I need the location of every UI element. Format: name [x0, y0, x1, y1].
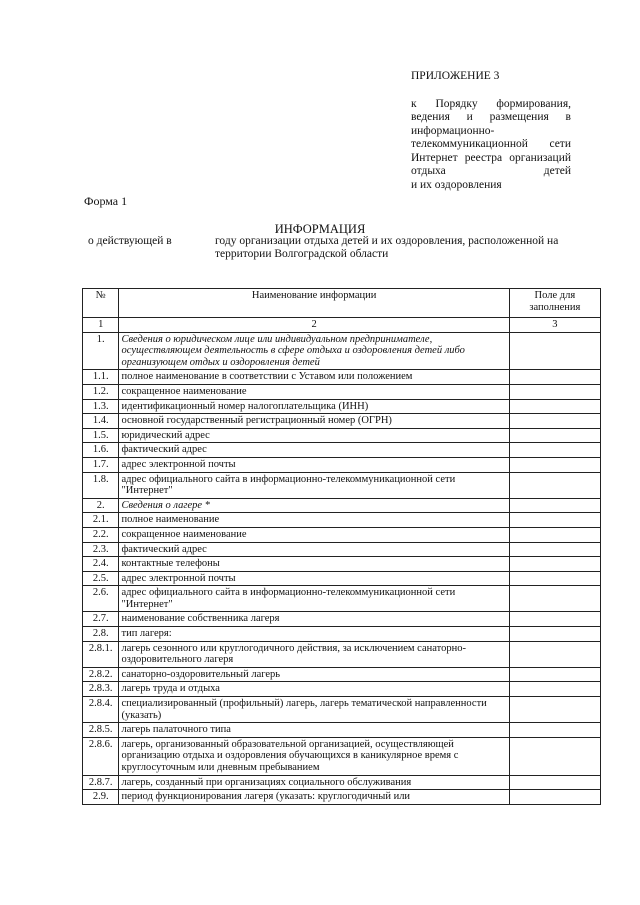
row-name: Сведения о юридическом лице или индивидуальном предпринимателе, осуществляющем деятельность в сфере отдыха и оздоровления детей либо организующем отдых и оздоровления детей [119, 332, 509, 370]
row-name: фактический адрес [119, 443, 509, 458]
table-row [83, 513, 601, 528]
row-fill-field[interactable] [509, 332, 600, 370]
table-row [83, 557, 601, 572]
row-name: лагерь палаточного типа [119, 723, 509, 738]
row-name: специализированный (профильный) лагерь, лагерь тематической направленности (указать) [119, 697, 509, 723]
row-name: контактные телефоны [119, 557, 509, 572]
document-title: ИНФОРМАЦИЯ [274, 222, 366, 236]
row-name: Сведения о лагере * [119, 498, 509, 513]
row-fill-field[interactable] [509, 697, 600, 723]
row-number: 2. [83, 498, 119, 513]
table-row [83, 414, 601, 429]
row-fill-field[interactable] [509, 682, 600, 697]
table-row [83, 775, 601, 790]
row-number: 2.5. [83, 571, 119, 586]
row-number: 2.2. [83, 527, 119, 542]
row-fill-field[interactable] [509, 557, 600, 572]
row-fill-field[interactable] [509, 627, 600, 642]
row-number: 2.8. [83, 627, 119, 642]
row-number: 2.1. [83, 513, 119, 528]
row-number: 2.8.4. [83, 697, 119, 723]
row-fill-field[interactable] [509, 527, 600, 542]
appendix-text-last: и их оздоровления [411, 178, 502, 191]
subtitle-right: году организации отдыха детей и их оздоровления, расположенной на территории Волгоградской области [215, 235, 559, 260]
row-number: 2.8.3. [83, 682, 119, 697]
row-name: полное наименование в соответствии с Уставом или положением [119, 370, 509, 385]
row-number: 2.8.5. [83, 723, 119, 738]
row-number: 1.3. [83, 399, 119, 414]
row-fill-field[interactable] [509, 472, 600, 498]
row-number: 2.8.1. [83, 641, 119, 667]
row-number: 1. [83, 332, 119, 370]
appendix-title: ПРИЛОЖЕНИЕ 3 [411, 70, 500, 82]
row-fill-field[interactable] [509, 443, 600, 458]
row-name: наименование собственника лагеря [119, 612, 509, 627]
row-number: 1.4. [83, 414, 119, 429]
appendix-text-main: к Порядку формирования, ведения и размещения в информационно-телекоммуникационной сети Интернет реестра организаций отдыха детей [411, 97, 571, 177]
row-name: сокращенное наименование [119, 384, 509, 399]
header-fill: Поле для заполнения [509, 289, 600, 318]
table-row [83, 586, 601, 612]
information-table [82, 288, 601, 805]
index-col-3: 3 [509, 318, 600, 333]
table-row [83, 641, 601, 667]
row-name: адрес официального сайта в информационно-телекоммуникационной сети "Интернет" [119, 586, 509, 612]
table-header-row [83, 289, 601, 318]
table-row [83, 542, 601, 557]
row-name: тип лагеря: [119, 627, 509, 642]
table-row [83, 723, 601, 738]
row-name: фактический адрес [119, 542, 509, 557]
row-name: лагерь, организованный образовательной организацией, осуществляющей организацию отдыха и оздоровления обучающихся в каникулярное время с круглосуточным или дневным пребыванием [119, 737, 509, 775]
row-fill-field[interactable] [509, 737, 600, 775]
row-fill-field[interactable] [509, 571, 600, 586]
row-number: 1.8. [83, 472, 119, 498]
row-fill-field[interactable] [509, 428, 600, 443]
table-row [83, 384, 601, 399]
table-row [83, 682, 601, 697]
row-fill-field[interactable] [509, 414, 600, 429]
row-fill-field[interactable] [509, 641, 600, 667]
table-row [83, 627, 601, 642]
row-number: 1.6. [83, 443, 119, 458]
appendix-text [411, 98, 571, 193]
row-number: 2.8.6. [83, 737, 119, 775]
row-fill-field[interactable] [509, 612, 600, 627]
table-row [83, 370, 601, 385]
row-name: юридический адрес [119, 428, 509, 443]
form-label: Форма 1 [84, 194, 128, 208]
row-name: идентификационный номер налогоплательщика (ИНН) [119, 399, 509, 414]
row-name: лагерь сезонного или круглогодичного действия, за исключением санаторно-оздоровительного лагеря [119, 641, 509, 667]
row-number: 2.4. [83, 557, 119, 572]
row-fill-field[interactable] [509, 457, 600, 472]
row-name: полное наименование [119, 513, 509, 528]
row-name: адрес электронной почты [119, 571, 509, 586]
row-name: период функционирования лагеря (указать: круглогодичный или [119, 790, 509, 805]
row-fill-field[interactable] [509, 370, 600, 385]
table-row [83, 697, 601, 723]
table-row [83, 472, 601, 498]
table-row [83, 332, 601, 370]
row-fill-field[interactable] [509, 513, 600, 528]
row-number: 1.1. [83, 370, 119, 385]
row-fill-field[interactable] [509, 667, 600, 682]
row-fill-field[interactable] [509, 775, 600, 790]
index-col-2: 2 [119, 318, 509, 333]
table-row [83, 790, 601, 805]
row-number: 2.3. [83, 542, 119, 557]
row-number: 2.9. [83, 790, 119, 805]
row-number: 2.8.2. [83, 667, 119, 682]
row-fill-field[interactable] [509, 790, 600, 805]
row-name: адрес электронной почты [119, 457, 509, 472]
row-name: лагерь труда и отдыха [119, 682, 509, 697]
table-row [83, 443, 601, 458]
table-row [83, 571, 601, 586]
row-name: сокращенное наименование [119, 527, 509, 542]
row-fill-field[interactable] [509, 723, 600, 738]
row-number: 1.2. [83, 384, 119, 399]
row-fill-field[interactable] [509, 399, 600, 414]
table-row [83, 457, 601, 472]
subtitle-left: о действующей в [88, 235, 172, 247]
table-row [83, 612, 601, 627]
table-row [83, 428, 601, 443]
row-number: 2.6. [83, 586, 119, 612]
row-fill-field[interactable] [509, 498, 600, 513]
row-fill-field[interactable] [509, 542, 600, 557]
row-number: 2.8.7. [83, 775, 119, 790]
row-name: санаторно-оздоровительный лагерь [119, 667, 509, 682]
header-number: № [83, 289, 119, 318]
row-fill-field[interactable] [509, 586, 600, 612]
table-row [83, 737, 601, 775]
row-number: 1.5. [83, 428, 119, 443]
row-name: адрес официального сайта в информационно-телекоммуникационной сети "Интернет" [119, 472, 509, 498]
table-row [83, 527, 601, 542]
row-number: 2.7. [83, 612, 119, 627]
row-fill-field[interactable] [509, 384, 600, 399]
appendix-block [411, 70, 571, 192]
row-name: лагерь, созданный при организациях социального обслуживания [119, 775, 509, 790]
header-name: Наименование информации [119, 289, 509, 318]
row-number: 1.7. [83, 457, 119, 472]
table-index-row [83, 318, 601, 333]
row-name: основной государственный регистрационный номер (ОГРН) [119, 414, 509, 429]
table-row [83, 498, 601, 513]
table-row [83, 399, 601, 414]
table-row [83, 667, 601, 682]
index-col-1: 1 [83, 318, 119, 333]
